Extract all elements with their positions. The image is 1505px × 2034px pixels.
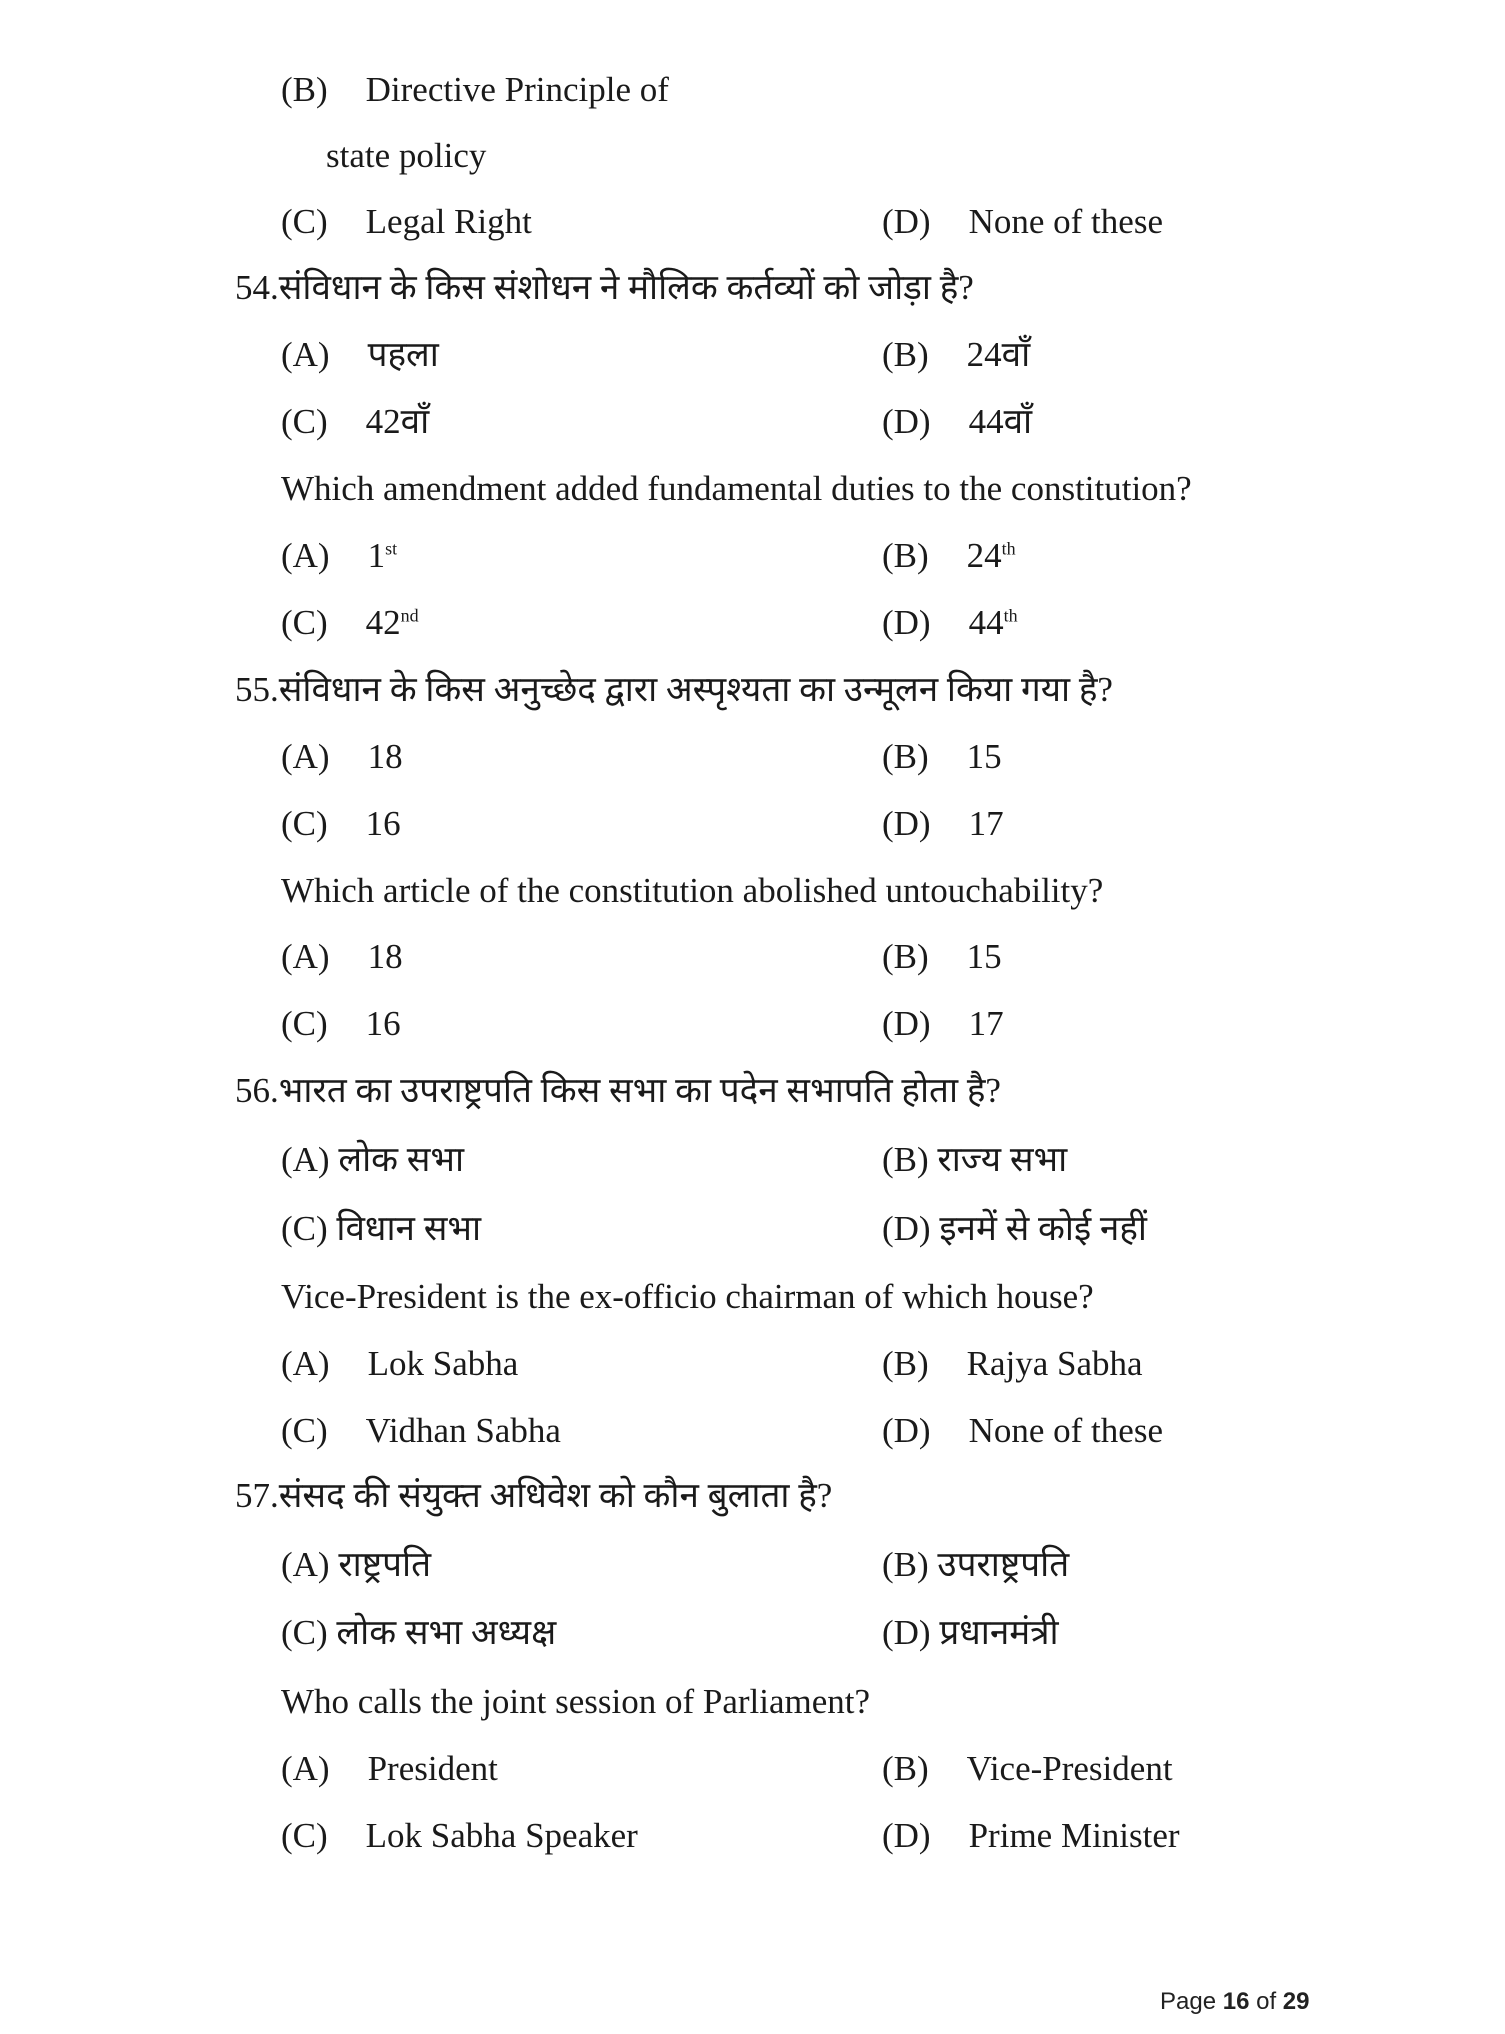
option-text: 42वाँ [365,402,430,441]
option-text: लोक सभा [338,1140,465,1179]
option-text: Directive Principle of [365,70,669,109]
q53-option-c [281,200,532,244]
option-suffix: nd [400,605,419,626]
option-text: 15 [966,937,1002,976]
option-text: Prime Minister [968,1816,1180,1855]
option-label: (A) [281,737,330,776]
option-text: 17 [968,804,1004,843]
option-label: (D) [882,202,931,241]
q54-hi-option-a [281,333,439,377]
option-label: (B) [882,1749,929,1788]
option-text: 16 [365,1004,401,1043]
q55-en-option-d [882,1002,1004,1046]
q54-hi-option-b [882,333,1030,377]
option-label: (D) [882,1816,931,1855]
option-label: (B) [882,1140,929,1179]
option-label: (C) [281,1411,328,1450]
q54-en-option-c [281,601,419,645]
option-label: (B) [882,335,929,374]
option-label: (D) [882,1411,931,1450]
q53-option-b-continued: state policy [326,136,487,175]
q53-option-d [882,200,1163,244]
option-label: (A) [281,335,330,374]
option-label: (C) [281,804,328,843]
q55-en-option-a [281,935,403,979]
option-text: 44वाँ [968,402,1033,441]
q55-hi-option-c [281,802,401,846]
option-text: Rajya Sabha [966,1344,1143,1383]
q56-hi-option-a [281,1138,464,1182]
option-text: प्रधानमंत्री [939,1613,1059,1652]
option-label: (A) [281,937,330,976]
option-number: 1 [367,536,386,575]
q57-hi-option-a [281,1543,431,1587]
q56-hindi-question: 56.भारत का उपराष्ट्रपति किस सभा का पदेन सभापति होता है? [235,1071,1001,1110]
q56-en-option-b [882,1342,1143,1386]
option-label: (A) [281,536,330,575]
option-suffix: th [1001,538,1016,559]
option-text: पहला [367,335,439,374]
q55-en-option-b [882,935,1002,979]
option-label: (B) [882,1344,929,1383]
option-text: उपराष्ट्रपति [937,1545,1070,1584]
option-label: (D) [882,402,931,441]
option-label: (B) [882,536,929,575]
option-number: 24 [966,536,1002,575]
q54-hi-option-d [882,400,1032,444]
option-number: 42 [365,603,401,642]
option-label: (D) [882,1004,931,1043]
option-text: 18 [367,937,403,976]
q55-english-question: Which article of the constitution abolished untouchability? [281,871,1104,910]
option-label: (B) [882,937,929,976]
q56-en-option-a [281,1342,518,1386]
q55-hi-option-b [882,735,1002,779]
q55-hi-option-d [882,802,1004,846]
option-suffix: st [385,538,398,559]
option-label: (C) [281,603,328,642]
option-label: (D) [882,603,931,642]
option-text: लोक सभा अध्यक्ष [336,1613,557,1652]
option-number: 44 [968,603,1004,642]
option-label: (B) [882,737,929,776]
option-text: Vidhan Sabha [365,1411,561,1450]
option-text: President [367,1749,498,1788]
option-suffix: th [1003,605,1018,626]
q57-en-option-d [882,1814,1180,1858]
q57-en-option-c [281,1814,638,1858]
option-text: Vice-President [966,1749,1173,1788]
option-text: Legal Right [365,202,532,241]
option-label: (D) [882,1613,931,1652]
option-text: राज्य सभा [937,1140,1068,1179]
q56-english-question: Vice-President is the ex-officio chairman of which house? [281,1277,1094,1316]
q57-hi-option-b [882,1543,1069,1587]
q53-option-b [281,68,669,112]
q54-hindi-question: 54.संविधान के किस संशोधन ने मौलिक कर्तव्यों को जोड़ा है? [235,268,974,307]
option-text: None of these [968,1411,1163,1450]
page-total: 29 [1282,1988,1310,2015]
option-label: (A) [281,1749,330,1788]
option-label: (A) [281,1344,330,1383]
option-text: 18 [367,737,403,776]
option-label: (C) [281,402,328,441]
q56-en-option-d [882,1409,1163,1453]
q55-en-option-c [281,1002,401,1046]
option-text: 24वाँ [966,335,1031,374]
option-text: 15 [966,737,1002,776]
option-text: इनमें से कोई नहीं [939,1209,1147,1248]
page-word: Page [1160,1988,1217,2015]
option-text: 16 [365,804,401,843]
option-label: (D) [882,1209,931,1248]
q56-en-option-c [281,1409,561,1453]
option-label: (C) [281,202,328,241]
option-text: None of these [968,202,1163,241]
option-label: (A) [281,1140,330,1179]
q57-hindi-question: 57.संसद की संयुक्त अधिवेश को कौन बुलाता है? [235,1476,833,1515]
option-label: (B) [281,70,328,109]
option-label: (C) [281,1816,328,1855]
q54-en-option-b [882,534,1016,578]
q54-hi-option-c [281,400,429,444]
option-label: (C) [281,1004,328,1043]
option-label: (C) [281,1613,328,1652]
q54-en-option-a [281,534,397,578]
q57-hi-option-c [281,1611,556,1655]
option-text: Lok Sabha Speaker [365,1816,638,1855]
option-text: 17 [968,1004,1004,1043]
option-text: Lok Sabha [367,1344,519,1383]
q54-en-option-d [882,601,1018,645]
option-text: विधान सभा [336,1209,482,1248]
q55-hi-option-a [281,735,403,779]
option-label: (C) [281,1209,328,1248]
page-indicator [1160,1988,1310,2016]
of-word: of [1256,1988,1277,2015]
q56-hi-option-b [882,1138,1067,1182]
page-current: 16 [1222,1988,1250,2015]
q57-english-question: Who calls the joint session of Parliament? [281,1682,871,1721]
q54-english-question: Which amendment added fundamental duties to the constitution? [281,469,1192,508]
option-label: (B) [882,1545,929,1584]
q56-hi-option-d [882,1207,1147,1251]
q57-en-option-a [281,1747,498,1791]
option-label: (A) [281,1545,330,1584]
option-text: राष्ट्रपति [338,1545,432,1584]
q57-hi-option-d [882,1611,1059,1655]
option-label: (D) [882,804,931,843]
q55-hindi-question: 55.संविधान के किस अनुच्छेद द्वारा अस्पृश्यता का उन्मूलन किया गया है? [235,670,1113,709]
q57-en-option-b [882,1747,1173,1791]
q56-hi-option-c [281,1207,481,1251]
